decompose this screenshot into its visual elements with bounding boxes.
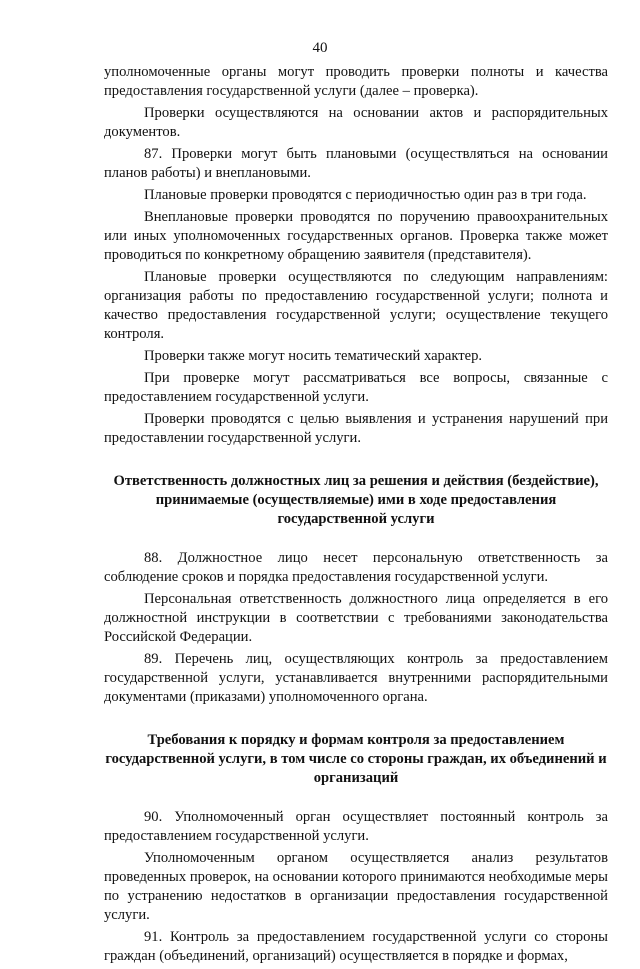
section-heading: Ответственность должностных лиц за решения и действия (бездействие), принимаемые (осуществляемые) ими в ходе предоставления государственной услуги <box>113 473 599 527</box>
paragraph: Уполномоченным органом осуществляется анализ результатов проведенных проверок, на основании которого принимаются необходимые меры по устранению недостатков в организации предоставления государственной услуги. <box>104 850 608 923</box>
paragraph: При проверке могут рассматриваться все вопросы, связанные с предоставлением государственной услуги. <box>104 370 608 405</box>
paragraph: Персональная ответственность должностного лица определяется в его должностной инструкции в соответствии с требованиями законодательства Российской Федерации. <box>104 591 608 645</box>
section-heading: Требования к порядку и формам контроля за предоставлением государственной услуги, в том числе со стороны граждан, их объединений и организаций <box>105 732 607 786</box>
paragraph: Проверки проводятся с целью выявления и устранения нарушений при предоставлении государственной услуги. <box>104 411 608 446</box>
paragraph: Плановые проверки осуществляются по следующим направлениям: организация работы по предоставлению государственной услуги; полнота и качество предоставления государственной услуги; осуществление текущего контроля. <box>104 269 608 342</box>
paragraph: 88. Должностное лицо несет персональную ответственность за соблюдение сроков и порядка предоставления государственной услуги. <box>104 550 608 585</box>
paragraph: 91. Контроль за предоставлением государственной услуги со стороны граждан (объединений, организаций) осуществляется в порядке и формах, <box>104 929 608 964</box>
paragraph: Проверки осуществляются на основании актов и распорядительных документов. <box>104 105 608 140</box>
page-number: 40 <box>312 40 328 56</box>
paragraph: уполномоченные органы могут проводить проверки полноты и качества предоставления государственной услуги (далее – проверка). <box>104 64 608 99</box>
document-body <box>104 63 608 969</box>
paragraph: Проверки также могут носить тематический характер. <box>144 348 483 364</box>
paragraph: Внеплановые проверки проводятся по поручению правоохранительных или иных уполномоченных государственных органов. Проверка также может проводиться по конкретному обращению заявителя (представителя). <box>104 209 608 263</box>
paragraph: 87. Проверки могут быть плановыми (осуществляться на основании планов работы) и внеплановыми. <box>104 146 608 181</box>
paragraph: 90. Уполномоченный орган осуществляет постоянный контроль за предоставлением государственной услуги. <box>104 809 608 844</box>
paragraph: 89. Перечень лиц, осуществляющих контроль за предоставлением государственной услуги, устанавливается внутренними распорядительными документами (приказами) уполномоченного органа. <box>104 651 608 705</box>
paragraph: Плановые проверки проводятся с периодичностью один раз в три года. <box>144 187 587 203</box>
